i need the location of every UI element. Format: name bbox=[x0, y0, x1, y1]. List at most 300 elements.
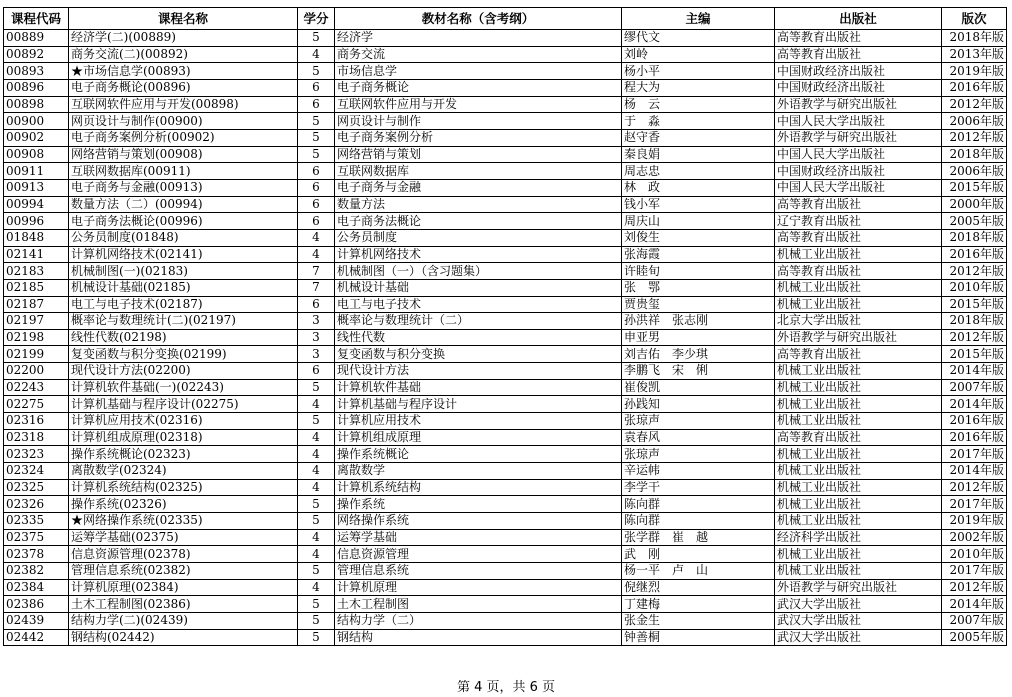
editor-cell: 贾贵玺 bbox=[622, 296, 775, 313]
edition-cell: 2010年版 bbox=[942, 546, 1007, 563]
course-name-cell: 计算机基础与程序设计(02275) bbox=[69, 396, 298, 413]
editor-cell: 张海霞 bbox=[622, 246, 775, 263]
table-row bbox=[4, 146, 1007, 163]
textbook-name-cell: 计算机系统结构 bbox=[335, 479, 622, 496]
editor-cell: 杨 云 bbox=[622, 96, 775, 113]
course-code-cell: 02183 bbox=[4, 263, 69, 280]
textbook-name-cell: 电子商务概论 bbox=[335, 79, 622, 96]
edition-cell: 2012年版 bbox=[942, 96, 1007, 113]
course-code-cell: 02335 bbox=[4, 513, 69, 530]
publisher-cell: 武汉大学出版社 bbox=[775, 596, 942, 613]
publisher-cell: 机械工业出版社 bbox=[775, 546, 942, 563]
course-name-cell: 管理信息系统(02382) bbox=[69, 563, 298, 580]
credits-cell: 3 bbox=[298, 329, 335, 346]
credits-cell: 6 bbox=[298, 96, 335, 113]
edition-cell: 2017年版 bbox=[942, 446, 1007, 463]
textbook-name-cell: 操作系统概论 bbox=[335, 446, 622, 463]
credits-cell: 5 bbox=[298, 413, 335, 430]
course-name-cell: 机械设计基础(02185) bbox=[69, 279, 298, 296]
table-row bbox=[4, 446, 1007, 463]
textbook-name-cell: 线性代数 bbox=[335, 329, 622, 346]
course-name-cell: 互联网数据库(00911) bbox=[69, 163, 298, 180]
course-name-cell: 信息资源管理(02378) bbox=[69, 546, 298, 563]
course-name-cell: 土木工程制图(02386) bbox=[69, 596, 298, 613]
credits-cell: 4 bbox=[298, 579, 335, 596]
table-row bbox=[4, 413, 1007, 430]
publisher-cell: 中国财政经济出版社 bbox=[775, 63, 942, 80]
header-edition: 版次 bbox=[942, 8, 1007, 30]
course-code-cell: 02199 bbox=[4, 346, 69, 363]
course-code-cell: 02384 bbox=[4, 579, 69, 596]
table-row bbox=[4, 379, 1007, 396]
course-code-cell: 02439 bbox=[4, 612, 69, 629]
publisher-cell: 高等教育出版社 bbox=[775, 229, 942, 246]
edition-cell: 2018年版 bbox=[942, 229, 1007, 246]
edition-cell: 2014年版 bbox=[942, 463, 1007, 480]
course-code-cell: 02316 bbox=[4, 413, 69, 430]
editor-cell: 程大为 bbox=[622, 79, 775, 96]
textbook-name-cell: 机械制图（一）（含习题集） bbox=[335, 263, 622, 280]
table-row bbox=[4, 63, 1007, 80]
course-code-cell: 00900 bbox=[4, 113, 69, 130]
edition-cell: 2018年版 bbox=[942, 313, 1007, 330]
credits-cell: 5 bbox=[298, 563, 335, 580]
course-name-cell: 线性代数(02198) bbox=[69, 329, 298, 346]
textbook-name-cell: 离散数学 bbox=[335, 463, 622, 480]
course-name-cell: 数量方法（二）(00994) bbox=[69, 196, 298, 213]
edition-cell: 2012年版 bbox=[942, 263, 1007, 280]
textbook-name-cell: 网络操作系统 bbox=[335, 513, 622, 530]
course-name-cell: ★市场信息学(00893) bbox=[69, 63, 298, 80]
editor-cell: 孙洪祥 张志刚 bbox=[622, 313, 775, 330]
edition-cell: 2015年版 bbox=[942, 346, 1007, 363]
table-row bbox=[4, 463, 1007, 480]
table-row bbox=[4, 429, 1007, 446]
textbook-name-cell: 公务员制度 bbox=[335, 229, 622, 246]
editor-cell: 许睦旬 bbox=[622, 263, 775, 280]
course-name-cell: 计算机组成原理(02318) bbox=[69, 429, 298, 446]
publisher-cell: 中国人民大学出版社 bbox=[775, 113, 942, 130]
header-textbook-name: 教材名称（含考纲） bbox=[335, 8, 622, 30]
edition-cell: 2018年版 bbox=[942, 30, 1007, 47]
table-body bbox=[4, 30, 1007, 646]
course-code-cell: 00892 bbox=[4, 46, 69, 63]
course-name-cell: 计算机系统结构(02325) bbox=[69, 479, 298, 496]
course-name-cell: 计算机应用技术(02316) bbox=[69, 413, 298, 430]
course-code-cell: 00902 bbox=[4, 129, 69, 146]
credits-cell: 4 bbox=[298, 396, 335, 413]
edition-cell: 2019年版 bbox=[942, 63, 1007, 80]
course-code-cell: 02198 bbox=[4, 329, 69, 346]
credits-cell: 6 bbox=[298, 213, 335, 230]
editor-cell: 刘俊生 bbox=[622, 229, 775, 246]
table-row bbox=[4, 179, 1007, 196]
textbook-name-cell: 机械设计基础 bbox=[335, 279, 622, 296]
publisher-cell: 机械工业出版社 bbox=[775, 279, 942, 296]
editor-cell: 赵守香 bbox=[622, 129, 775, 146]
edition-cell: 2006年版 bbox=[942, 163, 1007, 180]
textbook-name-cell: 电子商务案例分析 bbox=[335, 129, 622, 146]
table-row bbox=[4, 113, 1007, 130]
editor-cell: 武 刚 bbox=[622, 546, 775, 563]
table-row bbox=[4, 612, 1007, 629]
course-code-cell: 02141 bbox=[4, 246, 69, 263]
course-name-cell: 计算机原理(02384) bbox=[69, 579, 298, 596]
edition-cell: 2016年版 bbox=[942, 79, 1007, 96]
textbook-name-cell: 运筹学基础 bbox=[335, 529, 622, 546]
course-code-cell: 02324 bbox=[4, 463, 69, 480]
table-row bbox=[4, 246, 1007, 263]
course-code-cell: 00889 bbox=[4, 30, 69, 47]
credits-cell: 3 bbox=[298, 346, 335, 363]
edition-cell: 2015年版 bbox=[942, 179, 1007, 196]
textbook-name-cell: 电子商务法概论 bbox=[335, 213, 622, 230]
editor-cell: 杨一平 卢 山 bbox=[622, 563, 775, 580]
edition-cell: 2014年版 bbox=[942, 596, 1007, 613]
course-name-cell: 互联网软件应用与开发(00898) bbox=[69, 96, 298, 113]
editor-cell: 周庆山 bbox=[622, 213, 775, 230]
edition-cell: 2017年版 bbox=[942, 496, 1007, 513]
textbook-name-cell: 概率论与数理统计（二） bbox=[335, 313, 622, 330]
course-code-cell: 02323 bbox=[4, 446, 69, 463]
editor-cell: 钟善桐 bbox=[622, 629, 775, 646]
header-course-code: 课程代码 bbox=[4, 8, 69, 30]
publisher-cell: 机械工业出版社 bbox=[775, 413, 942, 430]
credits-cell: 5 bbox=[298, 63, 335, 80]
editor-cell: 周志忠 bbox=[622, 163, 775, 180]
course-name-cell: 钢结构(02442) bbox=[69, 629, 298, 646]
textbook-name-cell: 管理信息系统 bbox=[335, 563, 622, 580]
publisher-cell: 高等教育出版社 bbox=[775, 196, 942, 213]
publisher-cell: 经济科学出版社 bbox=[775, 529, 942, 546]
textbook-name-cell: 商务交流 bbox=[335, 46, 622, 63]
course-code-cell: 02386 bbox=[4, 596, 69, 613]
editor-cell: 陈向群 bbox=[622, 513, 775, 530]
editor-cell: 张琼声 bbox=[622, 413, 775, 430]
course-code-cell: 00996 bbox=[4, 213, 69, 230]
textbook-name-cell: 计算机组成原理 bbox=[335, 429, 622, 446]
course-name-cell: 网络营销与策划(00908) bbox=[69, 146, 298, 163]
edition-cell: 2006年版 bbox=[942, 113, 1007, 130]
course-name-cell: 经济学(二)(00889) bbox=[69, 30, 298, 47]
edition-cell: 2005年版 bbox=[942, 629, 1007, 646]
edition-cell: 2005年版 bbox=[942, 213, 1007, 230]
course-name-cell: 计算机网络技术(02141) bbox=[69, 246, 298, 263]
publisher-cell: 武汉大学出版社 bbox=[775, 612, 942, 629]
credits-cell: 5 bbox=[298, 629, 335, 646]
course-code-cell: 02326 bbox=[4, 496, 69, 513]
course-code-cell: 02185 bbox=[4, 279, 69, 296]
credits-cell: 6 bbox=[298, 296, 335, 313]
header-course-name: 课程名称 bbox=[69, 8, 298, 30]
course-code-cell: 00893 bbox=[4, 63, 69, 80]
course-code-cell: 00896 bbox=[4, 79, 69, 96]
page-number-footer: 第 4 页，共 6 页 bbox=[456, 680, 556, 695]
table-row bbox=[4, 196, 1007, 213]
editor-cell: 辛运帏 bbox=[622, 463, 775, 480]
table-row bbox=[4, 479, 1007, 496]
credits-cell: 7 bbox=[298, 263, 335, 280]
table-row bbox=[4, 313, 1007, 330]
credits-cell: 5 bbox=[298, 30, 335, 47]
edition-cell: 2007年版 bbox=[942, 379, 1007, 396]
table-row bbox=[4, 296, 1007, 313]
course-name-cell: 复变函数与积分变换(02199) bbox=[69, 346, 298, 363]
course-name-cell: 机械制图(一)(02183) bbox=[69, 263, 298, 280]
header-publisher: 出版社 bbox=[775, 8, 942, 30]
credits-cell: 6 bbox=[298, 79, 335, 96]
credits-cell: 5 bbox=[298, 113, 335, 130]
credits-cell: 4 bbox=[298, 463, 335, 480]
course-name-cell: 电子商务案例分析(00902) bbox=[69, 129, 298, 146]
edition-cell: 2018年版 bbox=[942, 146, 1007, 163]
textbook-name-cell: 土木工程制图 bbox=[335, 596, 622, 613]
table-header-row bbox=[4, 8, 1007, 30]
course-name-cell: 电子商务法概论(00996) bbox=[69, 213, 298, 230]
course-name-cell: 网页设计与制作(00900) bbox=[69, 113, 298, 130]
editor-cell: 李鹏飞 宋 俐 bbox=[622, 363, 775, 380]
publisher-cell: 机械工业出版社 bbox=[775, 463, 942, 480]
course-code-cell: 00911 bbox=[4, 163, 69, 180]
publisher-cell: 机械工业出版社 bbox=[775, 479, 942, 496]
credits-cell: 5 bbox=[298, 496, 335, 513]
edition-cell: 2002年版 bbox=[942, 529, 1007, 546]
textbook-name-cell: 市场信息学 bbox=[335, 63, 622, 80]
table-row bbox=[4, 229, 1007, 246]
textbook-name-cell: 现代设计方法 bbox=[335, 363, 622, 380]
course-code-cell: 02187 bbox=[4, 296, 69, 313]
credits-cell: 4 bbox=[298, 429, 335, 446]
textbook-name-cell: 钢结构 bbox=[335, 629, 622, 646]
table-row bbox=[4, 279, 1007, 296]
textbook-name-cell: 电子商务与金融 bbox=[335, 179, 622, 196]
table-row bbox=[4, 96, 1007, 113]
credits-cell: 4 bbox=[298, 479, 335, 496]
course-code-cell: 02325 bbox=[4, 479, 69, 496]
edition-cell: 2016年版 bbox=[942, 246, 1007, 263]
credits-cell: 4 bbox=[298, 246, 335, 263]
table-row bbox=[4, 579, 1007, 596]
header-credits: 学分 bbox=[298, 8, 335, 30]
editor-cell: 倪继烈 bbox=[622, 579, 775, 596]
textbook-name-cell: 网络营销与策划 bbox=[335, 146, 622, 163]
textbook-name-cell: 互联网软件应用与开发 bbox=[335, 96, 622, 113]
table-row bbox=[4, 629, 1007, 646]
credits-cell: 4 bbox=[298, 46, 335, 63]
publisher-cell: 高等教育出版社 bbox=[775, 346, 942, 363]
table-row bbox=[4, 563, 1007, 580]
table-row bbox=[4, 213, 1007, 230]
course-code-cell: 00908 bbox=[4, 146, 69, 163]
course-name-cell: 计算机软件基础(一)(02243) bbox=[69, 379, 298, 396]
course-code-cell: 01848 bbox=[4, 229, 69, 246]
edition-cell: 2000年版 bbox=[942, 196, 1007, 213]
editor-cell: 李学干 bbox=[622, 479, 775, 496]
table-row bbox=[4, 363, 1007, 380]
credits-cell: 5 bbox=[298, 129, 335, 146]
edition-cell: 2016年版 bbox=[942, 429, 1007, 446]
textbook-name-cell: 计算机基础与程序设计 bbox=[335, 396, 622, 413]
course-code-cell: 00898 bbox=[4, 96, 69, 113]
course-name-cell: 操作系统(02326) bbox=[69, 496, 298, 513]
course-name-cell: 操作系统概论(02323) bbox=[69, 446, 298, 463]
edition-cell: 2013年版 bbox=[942, 46, 1007, 63]
header-editor: 主编 bbox=[622, 8, 775, 30]
textbook-name-cell: 网页设计与制作 bbox=[335, 113, 622, 130]
publisher-cell: 机械工业出版社 bbox=[775, 246, 942, 263]
editor-cell: 钱小军 bbox=[622, 196, 775, 213]
editor-cell: 缪代文 bbox=[622, 30, 775, 47]
course-code-cell: 02442 bbox=[4, 629, 69, 646]
course-name-cell: 运筹学基础(02375) bbox=[69, 529, 298, 546]
table-row bbox=[4, 329, 1007, 346]
table-row bbox=[4, 79, 1007, 96]
edition-cell: 2014年版 bbox=[942, 363, 1007, 380]
textbook-name-cell: 计算机原理 bbox=[335, 579, 622, 596]
publisher-cell: 机械工业出版社 bbox=[775, 446, 942, 463]
publisher-cell: 外语教学与研究出版社 bbox=[775, 579, 942, 596]
course-name-cell: 结构力学(二)(02439) bbox=[69, 612, 298, 629]
credits-cell: 5 bbox=[298, 513, 335, 530]
publisher-cell: 武汉大学出版社 bbox=[775, 629, 942, 646]
credits-cell: 5 bbox=[298, 596, 335, 613]
credits-cell: 5 bbox=[298, 612, 335, 629]
credits-cell: 6 bbox=[298, 163, 335, 180]
credits-cell: 6 bbox=[298, 179, 335, 196]
edition-cell: 2016年版 bbox=[942, 413, 1007, 430]
publisher-cell: 中国人民大学出版社 bbox=[775, 146, 942, 163]
course-name-cell: 电工与电子技术(02187) bbox=[69, 296, 298, 313]
edition-cell: 2012年版 bbox=[942, 579, 1007, 596]
editor-cell: 丁建梅 bbox=[622, 596, 775, 613]
course-code-cell: 02200 bbox=[4, 363, 69, 380]
textbook-name-cell: 复变函数与积分变换 bbox=[335, 346, 622, 363]
course-code-cell: 02275 bbox=[4, 396, 69, 413]
edition-cell: 2017年版 bbox=[942, 563, 1007, 580]
editor-cell: 秦良娟 bbox=[622, 146, 775, 163]
course-name-cell: 电子商务与金融(00913) bbox=[69, 179, 298, 196]
publisher-cell: 外语教学与研究出版社 bbox=[775, 329, 942, 346]
publisher-cell: 北京大学出版社 bbox=[775, 313, 942, 330]
table-row bbox=[4, 346, 1007, 363]
table-row bbox=[4, 30, 1007, 47]
table-row bbox=[4, 596, 1007, 613]
course-code-cell: 00913 bbox=[4, 179, 69, 196]
publisher-cell: 高等教育出版社 bbox=[775, 46, 942, 63]
textbook-name-cell: 结构力学（二） bbox=[335, 612, 622, 629]
credits-cell: 6 bbox=[298, 196, 335, 213]
course-name-cell: 现代设计方法(02200) bbox=[69, 363, 298, 380]
publisher-cell: 机械工业出版社 bbox=[775, 513, 942, 530]
course-code-cell: 02375 bbox=[4, 529, 69, 546]
table-row bbox=[4, 163, 1007, 180]
publisher-cell: 机械工业出版社 bbox=[775, 396, 942, 413]
credits-cell: 3 bbox=[298, 313, 335, 330]
textbook-name-cell: 经济学 bbox=[335, 30, 622, 47]
credits-cell: 7 bbox=[298, 279, 335, 296]
editor-cell: 于 淼 bbox=[622, 113, 775, 130]
course-code-cell: 02318 bbox=[4, 429, 69, 446]
editor-cell: 张 鄂 bbox=[622, 279, 775, 296]
table-row bbox=[4, 46, 1007, 63]
publisher-cell: 机械工业出版社 bbox=[775, 296, 942, 313]
table-row bbox=[4, 263, 1007, 280]
publisher-cell: 外语教学与研究出版社 bbox=[775, 129, 942, 146]
edition-cell: 2012年版 bbox=[942, 479, 1007, 496]
credits-cell: 5 bbox=[298, 146, 335, 163]
edition-cell: 2014年版 bbox=[942, 396, 1007, 413]
textbook-name-cell: 电工与电子技术 bbox=[335, 296, 622, 313]
textbook-name-cell: 计算机应用技术 bbox=[335, 413, 622, 430]
credits-cell: 5 bbox=[298, 379, 335, 396]
course-name-cell: ★网络操作系统(02335) bbox=[69, 513, 298, 530]
textbook-name-cell: 计算机软件基础 bbox=[335, 379, 622, 396]
table-row bbox=[4, 496, 1007, 513]
edition-cell: 2012年版 bbox=[942, 329, 1007, 346]
credits-cell: 4 bbox=[298, 229, 335, 246]
textbook-name-cell: 计算机网络技术 bbox=[335, 246, 622, 263]
editor-cell: 孙践知 bbox=[622, 396, 775, 413]
publisher-cell: 机械工业出版社 bbox=[775, 496, 942, 513]
credits-cell: 6 bbox=[298, 363, 335, 380]
course-code-cell: 02382 bbox=[4, 563, 69, 580]
publisher-cell: 机械工业出版社 bbox=[775, 379, 942, 396]
publisher-cell: 高等教育出版社 bbox=[775, 30, 942, 47]
course-textbook-table-container bbox=[3, 7, 1007, 646]
edition-cell: 2019年版 bbox=[942, 513, 1007, 530]
table-row bbox=[4, 396, 1007, 413]
course-code-cell: 02378 bbox=[4, 546, 69, 563]
publisher-cell: 高等教育出版社 bbox=[775, 429, 942, 446]
editor-cell: 刘岭 bbox=[622, 46, 775, 63]
publisher-cell: 外语教学与研究出版社 bbox=[775, 96, 942, 113]
edition-cell: 2010年版 bbox=[942, 279, 1007, 296]
edition-cell: 2012年版 bbox=[942, 129, 1007, 146]
publisher-cell: 辽宁教育出版社 bbox=[775, 213, 942, 230]
credits-cell: 4 bbox=[298, 446, 335, 463]
publisher-cell: 机械工业出版社 bbox=[775, 363, 942, 380]
textbook-name-cell: 信息资源管理 bbox=[335, 546, 622, 563]
course-name-cell: 电子商务概论(00896) bbox=[69, 79, 298, 96]
course-textbook-table bbox=[3, 7, 1007, 646]
table-row bbox=[4, 546, 1007, 563]
textbook-name-cell: 互联网数据库 bbox=[335, 163, 622, 180]
editor-cell: 张琼声 bbox=[622, 446, 775, 463]
credits-cell: 4 bbox=[298, 529, 335, 546]
editor-cell: 崔俊凯 bbox=[622, 379, 775, 396]
textbook-name-cell: 操作系统 bbox=[335, 496, 622, 513]
publisher-cell: 中国财政经济出版社 bbox=[775, 163, 942, 180]
editor-cell: 张金生 bbox=[622, 612, 775, 629]
course-name-cell: 离散数学(02324) bbox=[69, 463, 298, 480]
publisher-cell: 中国人民大学出版社 bbox=[775, 179, 942, 196]
course-name-cell: 商务交流(二)(00892) bbox=[69, 46, 298, 63]
table-row bbox=[4, 529, 1007, 546]
editor-cell: 陈向群 bbox=[622, 496, 775, 513]
course-code-cell: 00994 bbox=[4, 196, 69, 213]
credits-cell: 4 bbox=[298, 546, 335, 563]
editor-cell: 杨小平 bbox=[622, 63, 775, 80]
editor-cell: 刘吉佑 李少琪 bbox=[622, 346, 775, 363]
editor-cell: 袁春风 bbox=[622, 429, 775, 446]
edition-cell: 2015年版 bbox=[942, 296, 1007, 313]
course-code-cell: 02243 bbox=[4, 379, 69, 396]
publisher-cell: 高等教育出版社 bbox=[775, 263, 942, 280]
course-name-cell: 概率论与数理统计(二)(02197) bbox=[69, 313, 298, 330]
publisher-cell: 机械工业出版社 bbox=[775, 563, 942, 580]
course-code-cell: 02197 bbox=[4, 313, 69, 330]
edition-cell: 2007年版 bbox=[942, 612, 1007, 629]
